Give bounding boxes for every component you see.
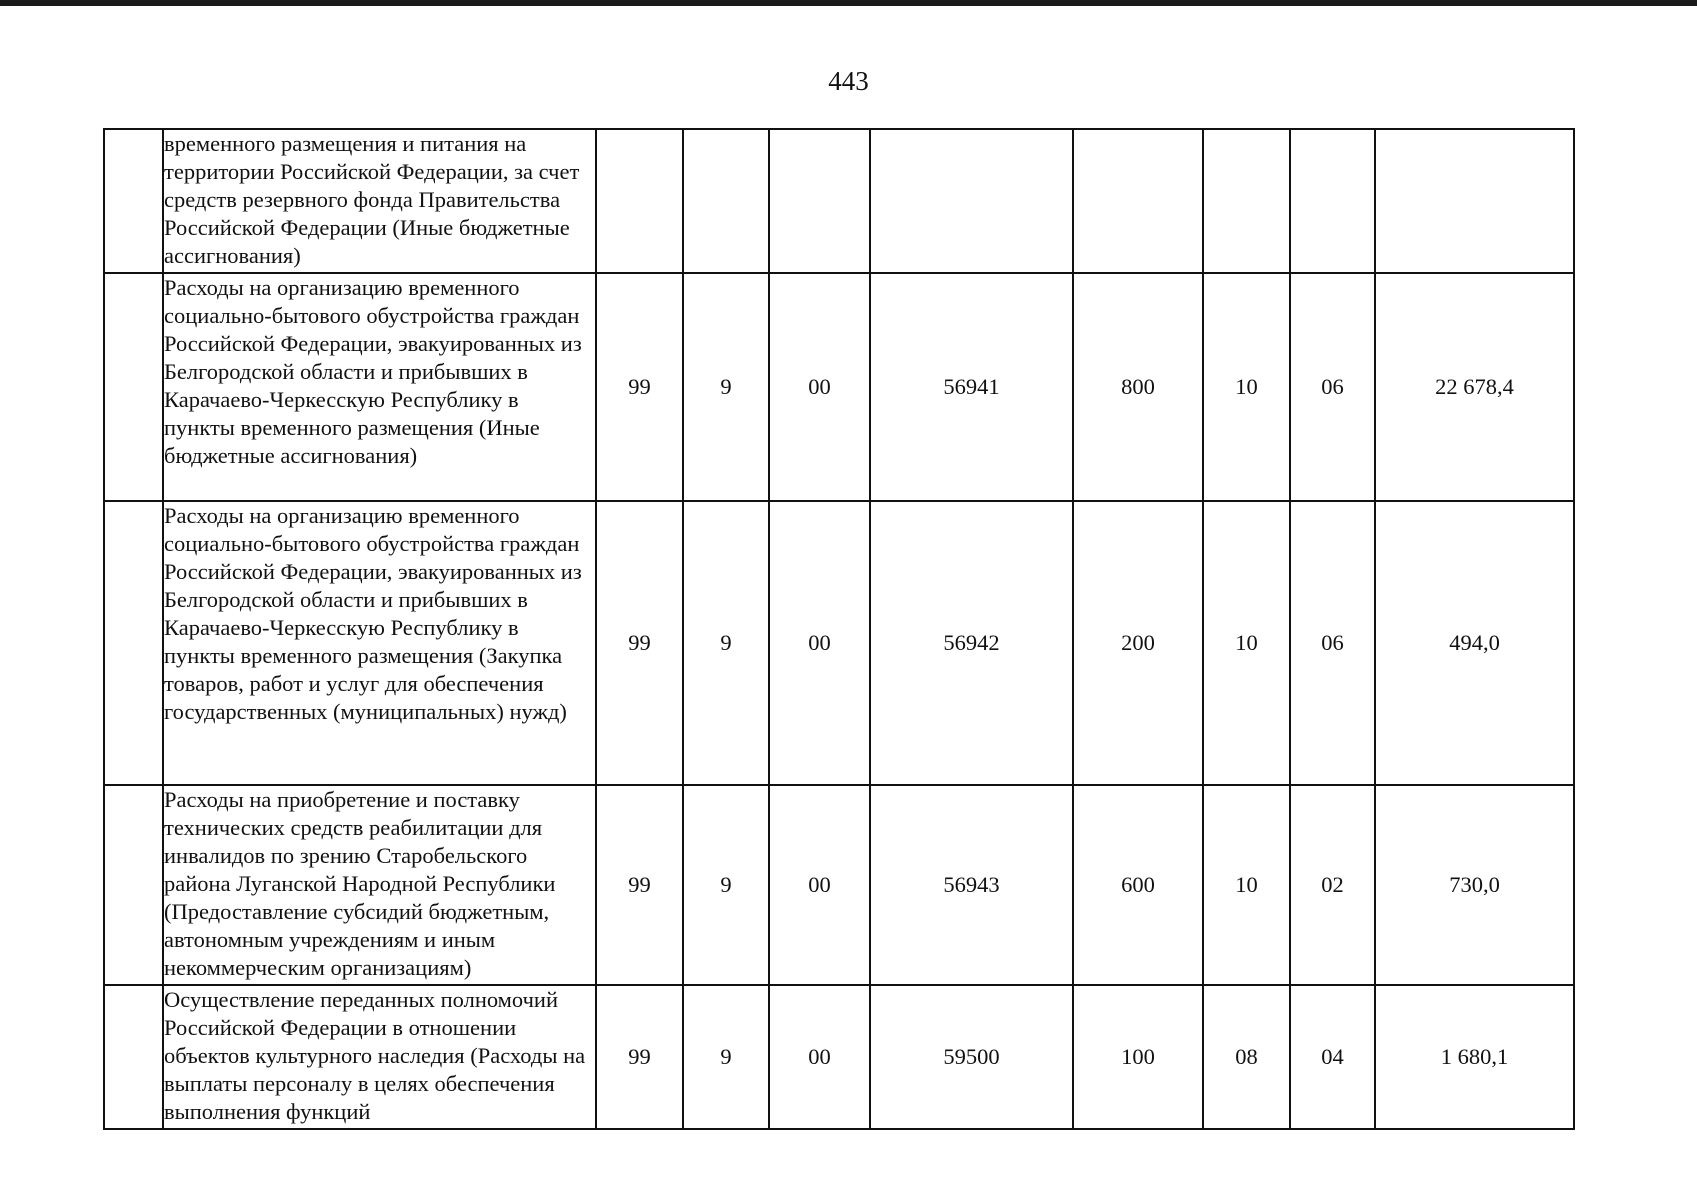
subsection-cell: 06 [1290, 273, 1375, 501]
section-cell [1203, 129, 1290, 273]
row-index-cell [104, 129, 163, 273]
amount-cell: 1 680,1 [1375, 985, 1574, 1129]
table-row [104, 501, 1574, 785]
expense-type-cell: 800 [1073, 273, 1203, 501]
description-cell: Расходы на организацию временного социально-бытового обустройства граждан Российской Федерации, эвакуированных из Белгородской области и прибывших в Карачаево-Черкесскую Республику в пункты временного размещения (Иные бюджетные ассигнования) [163, 273, 596, 501]
description-cell: Расходы на организацию временного социально-бытового обустройства граждан Российской Федерации, эвакуированных из Белгородской области и прибывших в Карачаево-Черкесскую Республику в пункты временного размещения (Закупка товаров, работ и услуг для обеспечения государственных (муниципальных) нужд) [163, 501, 596, 785]
direction-code-cell: 56941 [870, 273, 1073, 501]
row-index-cell [104, 785, 163, 985]
amount-cell: 730,0 [1375, 785, 1574, 985]
row-index-cell [104, 985, 163, 1129]
expense-type-cell: 600 [1073, 785, 1203, 985]
subprogram-code-cell: 9 [683, 785, 769, 985]
page-number: 443 [828, 66, 869, 96]
section-cell: 10 [1203, 501, 1290, 785]
program-code-cell [596, 129, 683, 273]
section-cell: 10 [1203, 273, 1290, 501]
event-code-cell [769, 129, 870, 273]
section-cell: 08 [1203, 985, 1290, 1129]
direction-code-cell: 56943 [870, 785, 1073, 985]
subsection-cell: 02 [1290, 785, 1375, 985]
direction-code-cell: 59500 [870, 985, 1073, 1129]
event-code-cell: 00 [769, 985, 870, 1129]
section-cell: 10 [1203, 785, 1290, 985]
subsection-cell [1290, 129, 1375, 273]
amount-cell [1375, 129, 1574, 273]
subsection-cell: 04 [1290, 985, 1375, 1129]
description-cell: временного размещения и питания на территории Российской Федерации, за счет средств резервного фонда Правительства Российской Федерации (Иные бюджетные ассигнования) [163, 129, 596, 273]
subprogram-code-cell: 9 [683, 273, 769, 501]
expense-type-cell [1073, 129, 1203, 273]
table-row [104, 785, 1574, 985]
table-row [104, 273, 1574, 501]
program-code-cell: 99 [596, 273, 683, 501]
expense-type-cell: 200 [1073, 501, 1203, 785]
direction-code-cell: 56942 [870, 501, 1073, 785]
subsection-cell: 06 [1290, 501, 1375, 785]
event-code-cell: 00 [769, 785, 870, 985]
row-index-cell [104, 501, 163, 785]
direction-code-cell [870, 129, 1073, 273]
program-code-cell: 99 [596, 501, 683, 785]
row-index-cell [104, 273, 163, 501]
scan-top-edge [0, 0, 1697, 6]
subprogram-code-cell [683, 129, 769, 273]
expense-type-cell: 100 [1073, 985, 1203, 1129]
event-code-cell: 00 [769, 501, 870, 785]
table-row [104, 129, 1574, 273]
amount-cell: 494,0 [1375, 501, 1574, 785]
description-cell: Осуществление переданных полномочий Российской Федерации в отношении объектов культурного наследия (Расходы на выплаты персоналу в целях обеспечения выполнения функций [163, 985, 596, 1129]
subprogram-code-cell: 9 [683, 985, 769, 1129]
event-code-cell: 00 [769, 273, 870, 501]
amount-cell: 22 678,4 [1375, 273, 1574, 501]
table-row [104, 985, 1574, 1129]
subprogram-code-cell: 9 [683, 501, 769, 785]
program-code-cell: 99 [596, 785, 683, 985]
description-cell: Расходы на приобретение и поставку технических средств реабилитации для инвалидов по зрению Старобельского района Луганской Народной Республики (Предоставление субсидий бюджетным, автономным учреждениям и иным некоммерческим организациям) [163, 785, 596, 985]
budget-table [103, 128, 1575, 1130]
program-code-cell: 99 [596, 985, 683, 1129]
